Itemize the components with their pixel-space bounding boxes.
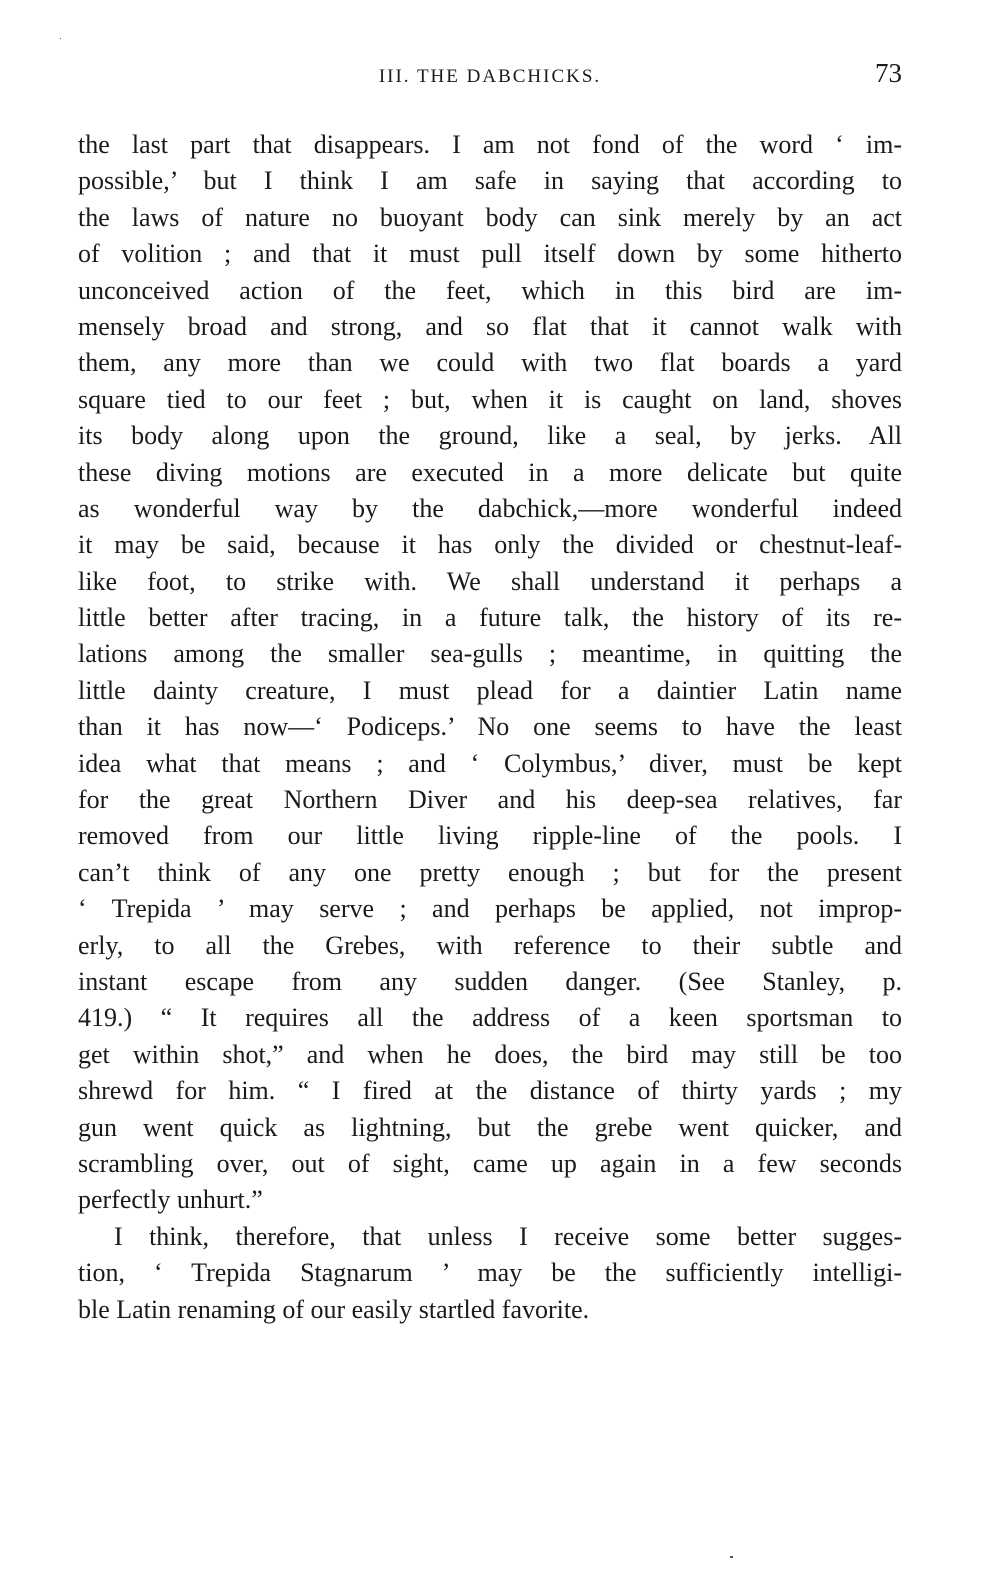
text-line: scrambling over, out of sight, came up again in a few seconds [78,1148,902,1178]
text-line: the laws of nature no buoyant body can sink merely by an act [78,202,902,232]
text-line: possible,’ but I think I am safe in saying that according to [78,166,902,196]
text-line: of volition ; and that it must pull itself down by some hitherto [78,239,902,269]
text-line: these diving motions are executed in a more delicate but quite [78,457,902,487]
text-line: little better after tracing, in a future talk, the history of its re- [78,603,902,633]
text-line: than it has now—‘ Podiceps.’ No one seems to have the least [78,712,902,742]
page-number: 73 [875,58,902,88]
text-line: shrewd for him. “ I fired at the distance of thirty yards ; my [78,1076,902,1106]
text-line: instant escape from any sudden danger. (See Stanley, p. [78,966,902,996]
print-speck [730,1556,733,1558]
paragraph-start-line: I think, therefore, that unless I receive some better sugges- [114,1221,902,1251]
text-line: 419.) “ It requires all the address of a keen sportsman to [78,1003,902,1033]
text-line: square tied to our feet ; but, when it is caught on land, shoves [78,384,902,414]
text-line: can’t think of any one pretty enough ; but for the present [78,857,902,887]
print-speck [60,38,61,39]
text-line: little dainty creature, I must plead for a daintier Latin name [78,675,902,705]
text-line: ‘ Trepida ’ may serve ; and perhaps be applied, not improp- [78,894,902,924]
text-line: tion, ‘ Trepida Stagnarum ’ may be the sufficiently intelligi- [78,1258,902,1288]
text-line: mensely broad and strong, and so flat that it cannot walk with [78,311,902,341]
text-line: like foot, to strike with. We shall understand it perhaps a [78,566,902,596]
chapter-title: III. THE DABCHICKS. [378,66,602,87]
text-line: removed from our little living ripple-line of the pools. I [78,821,902,851]
text-line: them, any more than we could with two flat boards a yard [78,348,902,378]
text-line: idea what that means ; and ‘ Colymbus,’ diver, must be kept [78,748,902,778]
text-line: it may be said, because it has only the divided or chestnut-leaf- [78,530,902,560]
text-line: as wonderful way by the dabchick,—more wonderful indeed [78,493,902,523]
text-line: get within shot,” and when he does, the bird may still be too [78,1039,902,1069]
text-line: ble Latin renaming of our easily startled favorite. [78,1294,590,1324]
text-line: erly, to all the Grebes, with reference to their subtle and [78,930,902,960]
body-text [78,127,902,1328]
running-head [78,60,902,100]
text-line: the last part that disappears. I am not fond of the word ‘ im- [78,130,902,159]
text-line: its body along upon the ground, like a seal, by jerks. All [78,421,902,451]
text-line: lations among the smaller sea-gulls ; meantime, in quitting the [78,639,902,669]
text-line: perfectly unhurt.” [78,1185,263,1215]
text-line: unconceived action of the feet, which in this bird are im- [78,275,902,305]
text-line: for the great Northern Diver and his deep-sea relatives, far [78,785,902,815]
text-line: gun went quick as lightning, but the grebe went quicker, and [78,1112,902,1142]
